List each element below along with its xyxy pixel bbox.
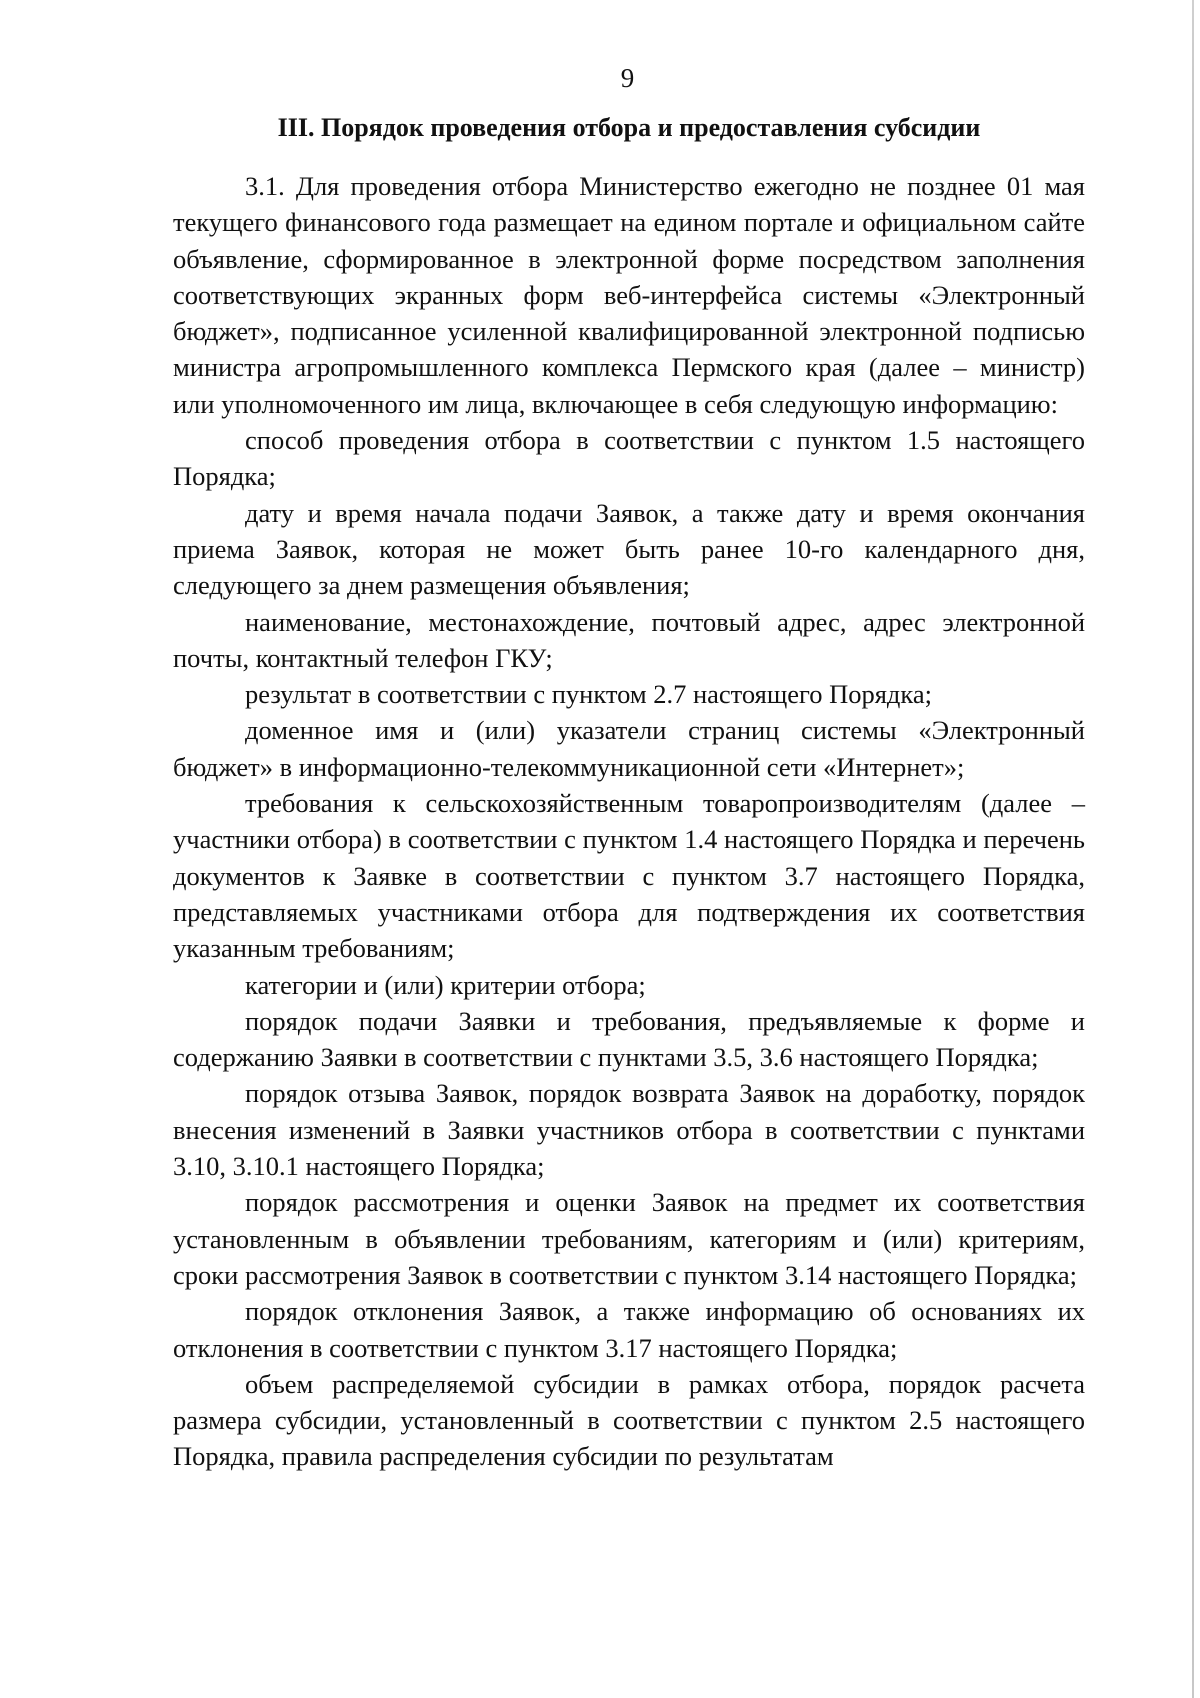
paragraph-application-procedure: порядок подачи Заявки и требования, предъявляемые к форме и содержанию Заявки в соответствии с пунктами 3.5, 3.6 настоящего Порядка; [173, 1005, 1085, 1073]
scan-edge-line [1192, 0, 1194, 1698]
document-body [173, 168, 1085, 1475]
paragraph-rejection-procedure: порядок отклонения Заявок, а также информацию об основаниях их отклонения в соответствии с пунктом 3.17 настоящего Порядка; [173, 1296, 1085, 1363]
paragraph-result: результат в соответствии с пунктом 2.7 настоящего Порядка; [245, 679, 932, 710]
paragraph-submission-dates: дату и время начала подачи Заявок, а также дату и время окончания приема Заявок, которая не может быть ранее 10-го календарного дня, следующего за днем размещения объявления; [173, 497, 1085, 601]
paragraph-review-procedure: порядок рассмотрения и оценки Заявок на предмет их соответствия установленным в объявлении требованиям, категориям и (или) критериям, сроки рассмотрения Заявок в соответствии с пунктом 3.14 настоящего Порядка; [173, 1187, 1085, 1290]
paragraph-domain-name: доменное имя и (или) указатели страниц системы «Электронный бюджет» в информационно-телекоммуникационной сети «Интернет»; [173, 715, 1085, 782]
paragraph-gku-contacts: наименование, местонахождение, почтовый адрес, адрес электронной почты, контактный телефон ГКУ; [173, 606, 1085, 673]
paragraph-subsidy-volume: объем распределяемой субсидии в рамках отбора, порядок расчета размера субсидии, установленный в соответствии с пунктом 2.5 настоящего Порядка, правила распределения субсидии по результатам [173, 1368, 1085, 1472]
paragraph-3-1: 3.1. Для проведения отбора Министерство ежегодно не позднее 01 мая текущего финансового года размещает на едином портале и официальном сайте объявление, сформированное в электронной форме посредством заполнения соответствующих экранных форм веб-интерфейса системы «Электронный бюджет», подписанное усиленной квалифицированной электронной подписью министра агропромышленного комплекса Пермского края (далее – министр) или уполномоченного им лица, включающее в себя следующую информацию: [173, 171, 1085, 419]
paragraph-selection-method: способ проведения отбора в соответствии с пунктом 1.5 настоящего Порядка; [173, 425, 1085, 492]
section-heading: III. Порядок проведения отбора и предоставления субсидии [277, 113, 981, 142]
paragraph-participant-requirements: требования к сельскохозяйственным товаропроизводителям (далее – участники отбора) в соответствии с пунктом 1.4 настоящего Порядка и перечень документов к Заявке в соответствии с пунктом 3.7 настоящего Порядка, представляемых участниками отбора для подтверждения их соответствия указанным требованиям; [173, 788, 1085, 964]
paragraph-selection-criteria: категории и (или) критерии отбора; [245, 969, 646, 1000]
paragraph-withdrawal-procedure: порядок отзыва Заявок, порядок возврата Заявок на доработку, порядок внесения изменений в Заявки участников отбора в соответствии с пунктами 3.10, 3.10.1 настоящего Порядка; [173, 1078, 1085, 1182]
page-number: 9 [620, 63, 635, 93]
